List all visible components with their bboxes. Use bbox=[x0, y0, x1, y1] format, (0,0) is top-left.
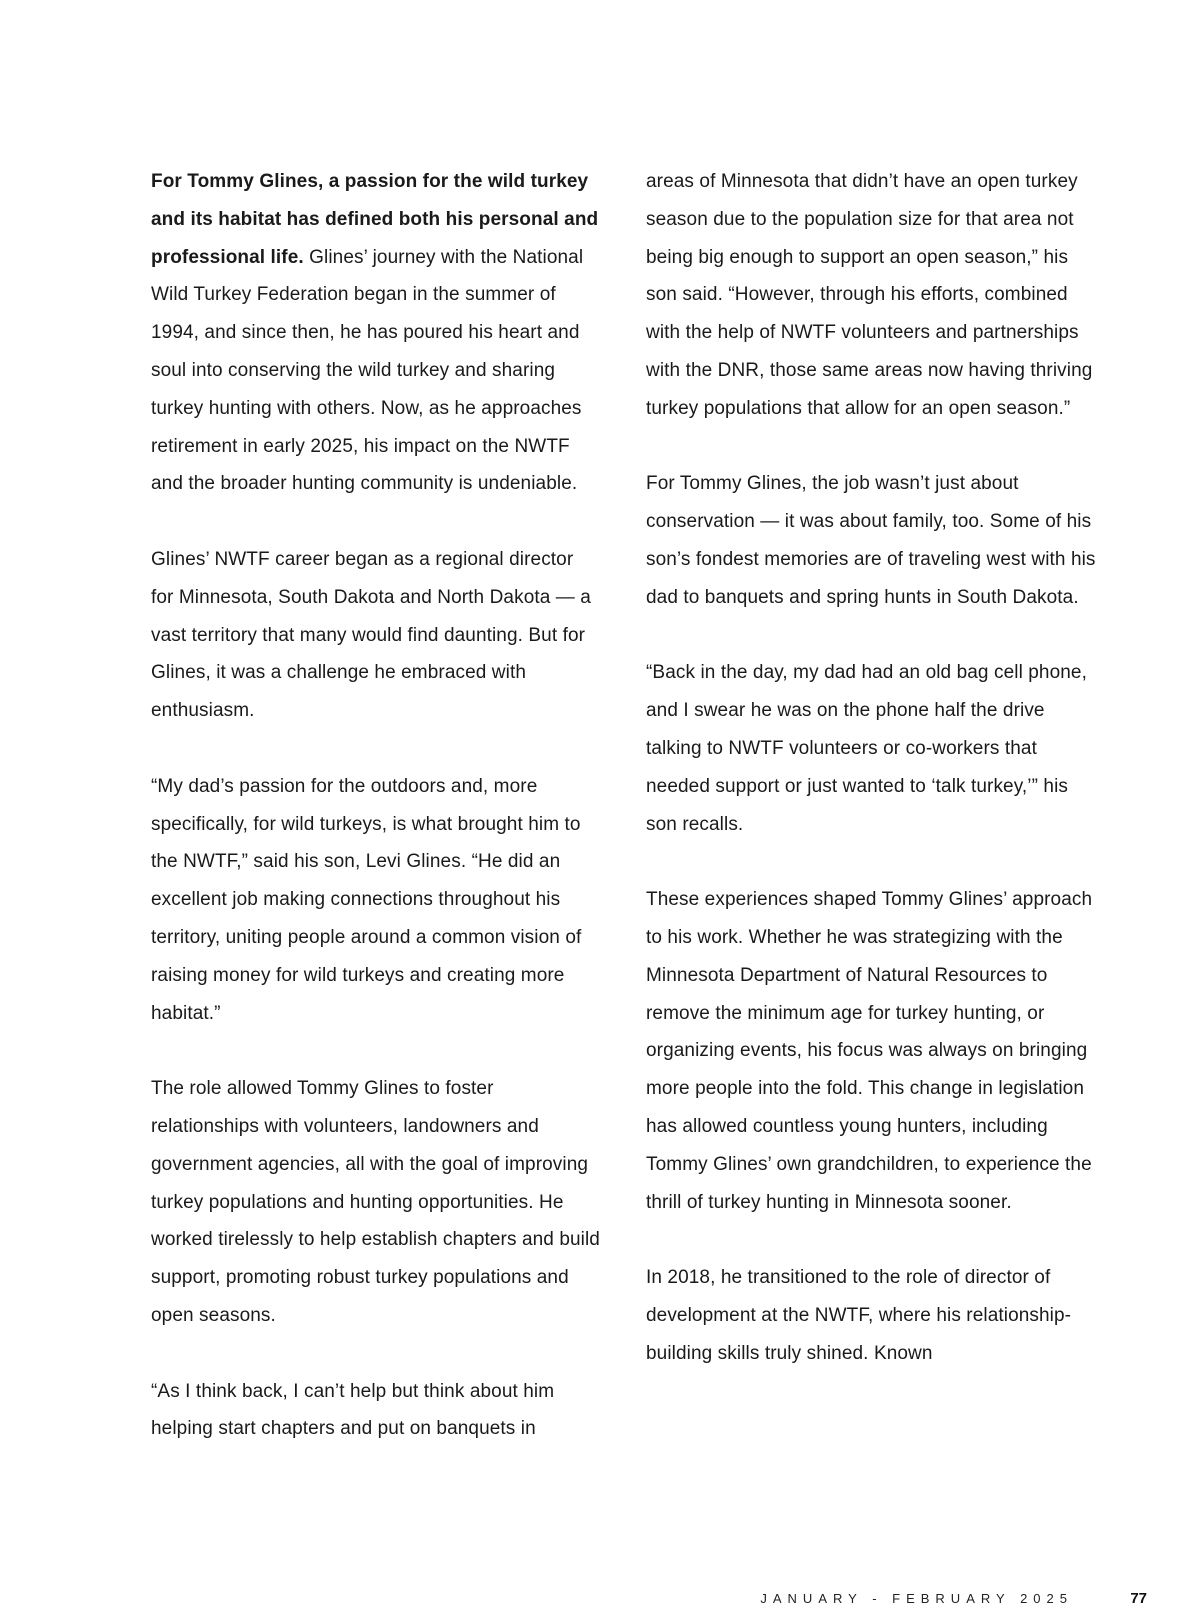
page-footer bbox=[0, 1587, 1200, 1611]
article-paragraph: The role allowed Tommy Glines to foster relationships with volunteers, landowners and government agencies, all with the goal of improving turkey populations and hunting opportunities. He worked tirelessly to help establish chapters and build support, promoting robust turkey populations and open seasons. bbox=[151, 1078, 600, 1326]
article-paragraph: “Back in the day, my dad had an old bag cell phone, and I swear he was on the phone half the drive talking to NWTF volunteers or co-workers that needed support or just wanted to ‘talk turkey,’” his son recalls. bbox=[646, 662, 1087, 835]
article-paragraph: These experiences shaped Tommy Glines’ approach to his work. Whether he was strategizing with the Minnesota Department of Natural Resources to remove the minimum age for turkey hunting, or organizing events, his focus was always on bringing more people into the fold. This change in legislation has allowed countless young hunters, including Tommy Glines’ own grandchildren, to experience the thrill of turkey hunting in Minnesota sooner. bbox=[646, 889, 1093, 1213]
page-number: 77 bbox=[1130, 1590, 1147, 1607]
article-paragraph bbox=[151, 163, 601, 503]
article-paragraph: “My dad’s passion for the outdoors and, more specifically, for wild turkeys, is what brought him to the NWTF,” said his son, Levi Glines. “He did an excellent job making connections throughout his territory, uniting people around a common vision of raising money for wild turkeys and creating more habitat.” bbox=[151, 775, 582, 1024]
article-paragraph: In 2018, he transitioned to the role of director of development at the NWTF, where his relationship-building skills truly shined. Known bbox=[646, 1267, 1072, 1364]
paragraph-text: Glines’ journey with the National Wild Turkey Federation began in the summer of 1994, and since then, he has poured his heart and soul into conserving the wild turkey and sharing turkey hunting with others. Now, as he approaches retirement in early 2025, his impact on the NWTF and the broader hunting community is undeniable. bbox=[151, 246, 584, 495]
issue-date: JANUARY - FEBRUARY 2025 bbox=[760, 1591, 1073, 1606]
article-paragraph: Glines’ NWTF career began as a regional director for Minnesota, South Dakota and North Dakota — a vast territory that many would find daunting. But for Glines, it was a challenge he embraced with enthusiasm. bbox=[151, 548, 591, 722]
article-column-right bbox=[646, 163, 1096, 1410]
article-column-left bbox=[151, 163, 601, 1486]
article-paragraph: “As I think back, I can’t help but think about him helping start chapters and put on banquets in bbox=[151, 1380, 555, 1440]
article-paragraph: For Tommy Glines, the job wasn’t just about conservation — it was about family, too. Some of his son’s fondest memories are of traveling west with his dad to banquets and spring hunts in South Dakota. bbox=[646, 473, 1096, 608]
article-paragraph: areas of Minnesota that didn’t have an open turkey season due to the population size for that area not being big enough to support an open season,” his son said. “However, through his efforts, combined with the help of NWTF volunteers and partnerships with the DNR, those same areas now having thriving turkey populations that allow for an open season.” bbox=[646, 171, 1093, 419]
lead-sentence: For Tommy Glines, a passion for the wild turkey and its habitat has defined both his personal and professional life. bbox=[151, 171, 599, 268]
